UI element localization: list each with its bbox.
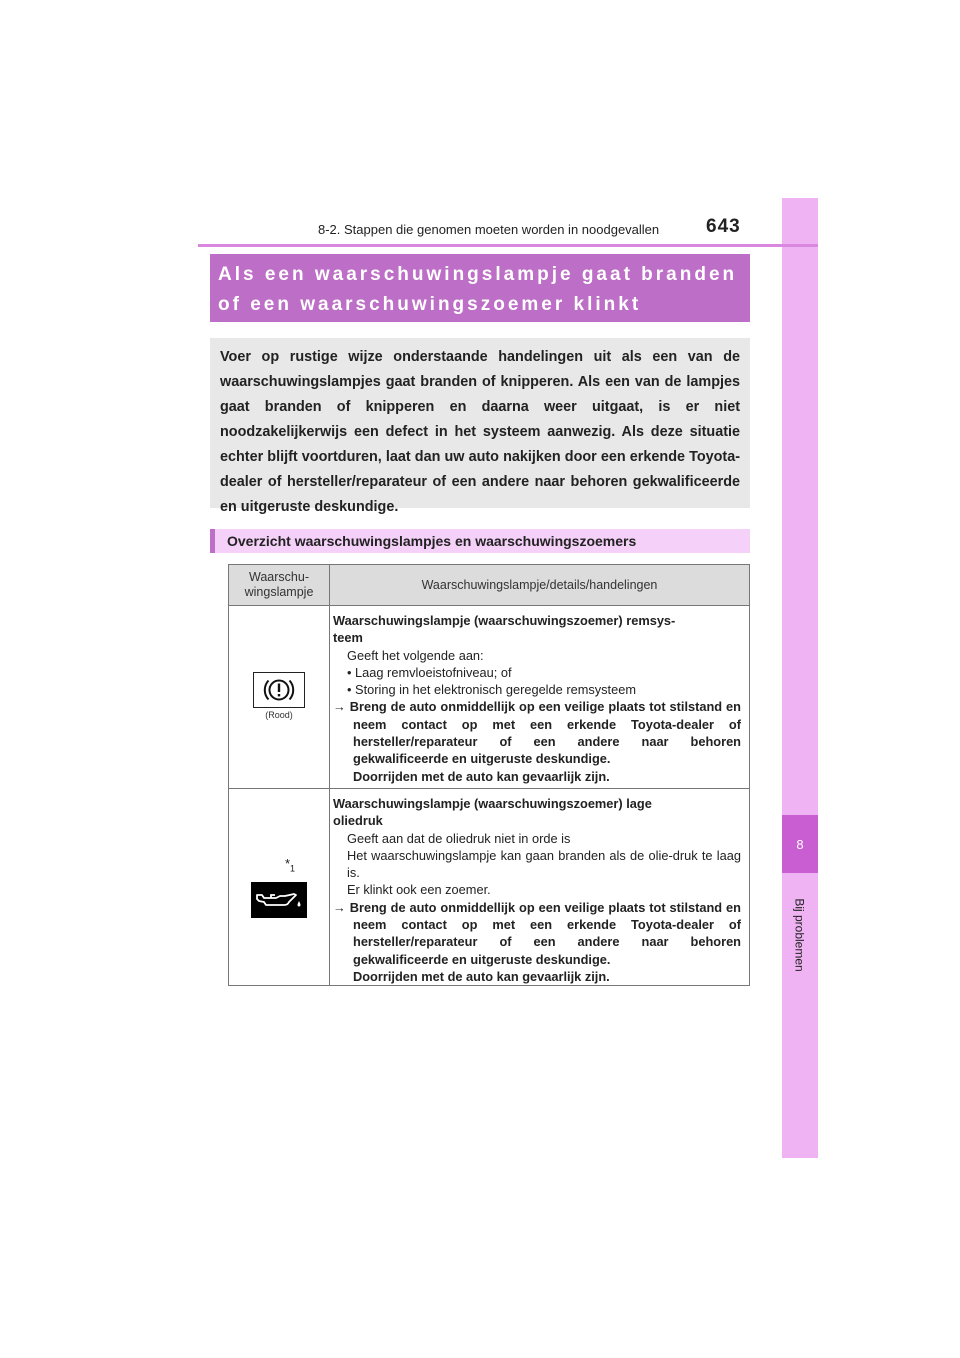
- row-description: Het waarschuwingslampje kan gaan branden als de olie-druk te laag is.: [347, 847, 741, 881]
- section-subheader: Overzicht waarschuwingslampjes en waarschuwingszoemers: [210, 529, 750, 553]
- details-cell: [330, 789, 750, 986]
- chapter-label: Bij problemen: [793, 898, 807, 972]
- row-action-extra: Doorrijden met de auto kan gevaarlijk zijn.: [353, 768, 610, 784]
- page-number: 643: [706, 216, 741, 237]
- row-action: → Breng de auto onmiddellijk op een veilige plaats tot stilstand en neem contact op met een erkende Toyota-dealer of hersteller/reparateur of een andere naar behoren gekwalificeerde en uitgeruste deskundige.: [333, 899, 741, 967]
- oil-pressure-icon: [251, 882, 307, 918]
- section-reference: 8-2. Stappen die genomen moeten worden in noodgevallen: [318, 222, 660, 237]
- row-description: Er klinkt ook een zoemer.: [347, 882, 491, 898]
- row-title: Waarschuwingslampje (waarschuwingszoemer) lage oliedruk: [333, 796, 652, 829]
- row-bullet: • Storing in het elektronisch geregelde remsysteem: [347, 682, 636, 698]
- chapter-label-box: [782, 880, 818, 990]
- row-bullet: • Laag remvloeistofniveau; of: [347, 664, 512, 680]
- title-line-2: of een waarschuwingszoemer klinkt: [218, 294, 642, 315]
- warning-lights-table: [228, 564, 750, 986]
- title-line-1: Als een waarschuwingslampje gaat branden: [218, 264, 738, 285]
- header-divider: [198, 244, 818, 247]
- table-row: [229, 606, 750, 789]
- table-header-row: [229, 565, 750, 606]
- brake-warning-icon: [253, 672, 305, 708]
- details-cell: [330, 606, 750, 789]
- intro-paragraph: Voer op rustige wijze onderstaande handelingen uit als een van de waarschuwingslampjes gaat branden of knipperen. Als een van de lampjes gaat branden of knipperen en daarna weer uitgaat, is er niet noodzakelijkerwijs een defect in het systeem aanwezig. Als deze situatie echter blijft voortduren, laat dan uw auto nakijken door een erkende Toyota-dealer of hersteller/reparateur of een andere naar behoren gekwalificeerde en uitgeruste deskundige.: [210, 338, 750, 508]
- row-description: Geeft aan dat de oliedruk niet in orde is: [347, 830, 571, 846]
- table-row: [229, 789, 750, 986]
- row-title: Waarschuwingslampje (waarschuwingszoemer) remsys- teem: [333, 613, 676, 646]
- row-action: → Breng de auto onmiddellijk op een veilige plaats tot stilstand en neem contact op met een erkende Toyota-dealer of hersteller/reparateur of een andere naar behoren gekwalificeerde en uitgeruste deskundige.: [333, 699, 741, 767]
- icon-cell: [229, 789, 330, 986]
- page-title: [210, 254, 750, 322]
- column-header-light: Waarschu- wingslampje: [229, 565, 330, 606]
- chapter-side-tab: [782, 198, 818, 1158]
- footnote-marker: $*_1$: [284, 856, 296, 874]
- row-description: Geeft het volgende aan:: [347, 647, 484, 663]
- column-header-details: Waarschuwingslampje/details/handelingen: [330, 565, 750, 606]
- chapter-number: 8: [796, 836, 804, 852]
- chapter-number-box: [782, 815, 818, 873]
- icon-cell: [229, 606, 330, 789]
- row-action-extra: Doorrijden met de auto kan gevaarlijk zijn.: [353, 968, 610, 984]
- icon-color-label: (Rood): [265, 709, 293, 720]
